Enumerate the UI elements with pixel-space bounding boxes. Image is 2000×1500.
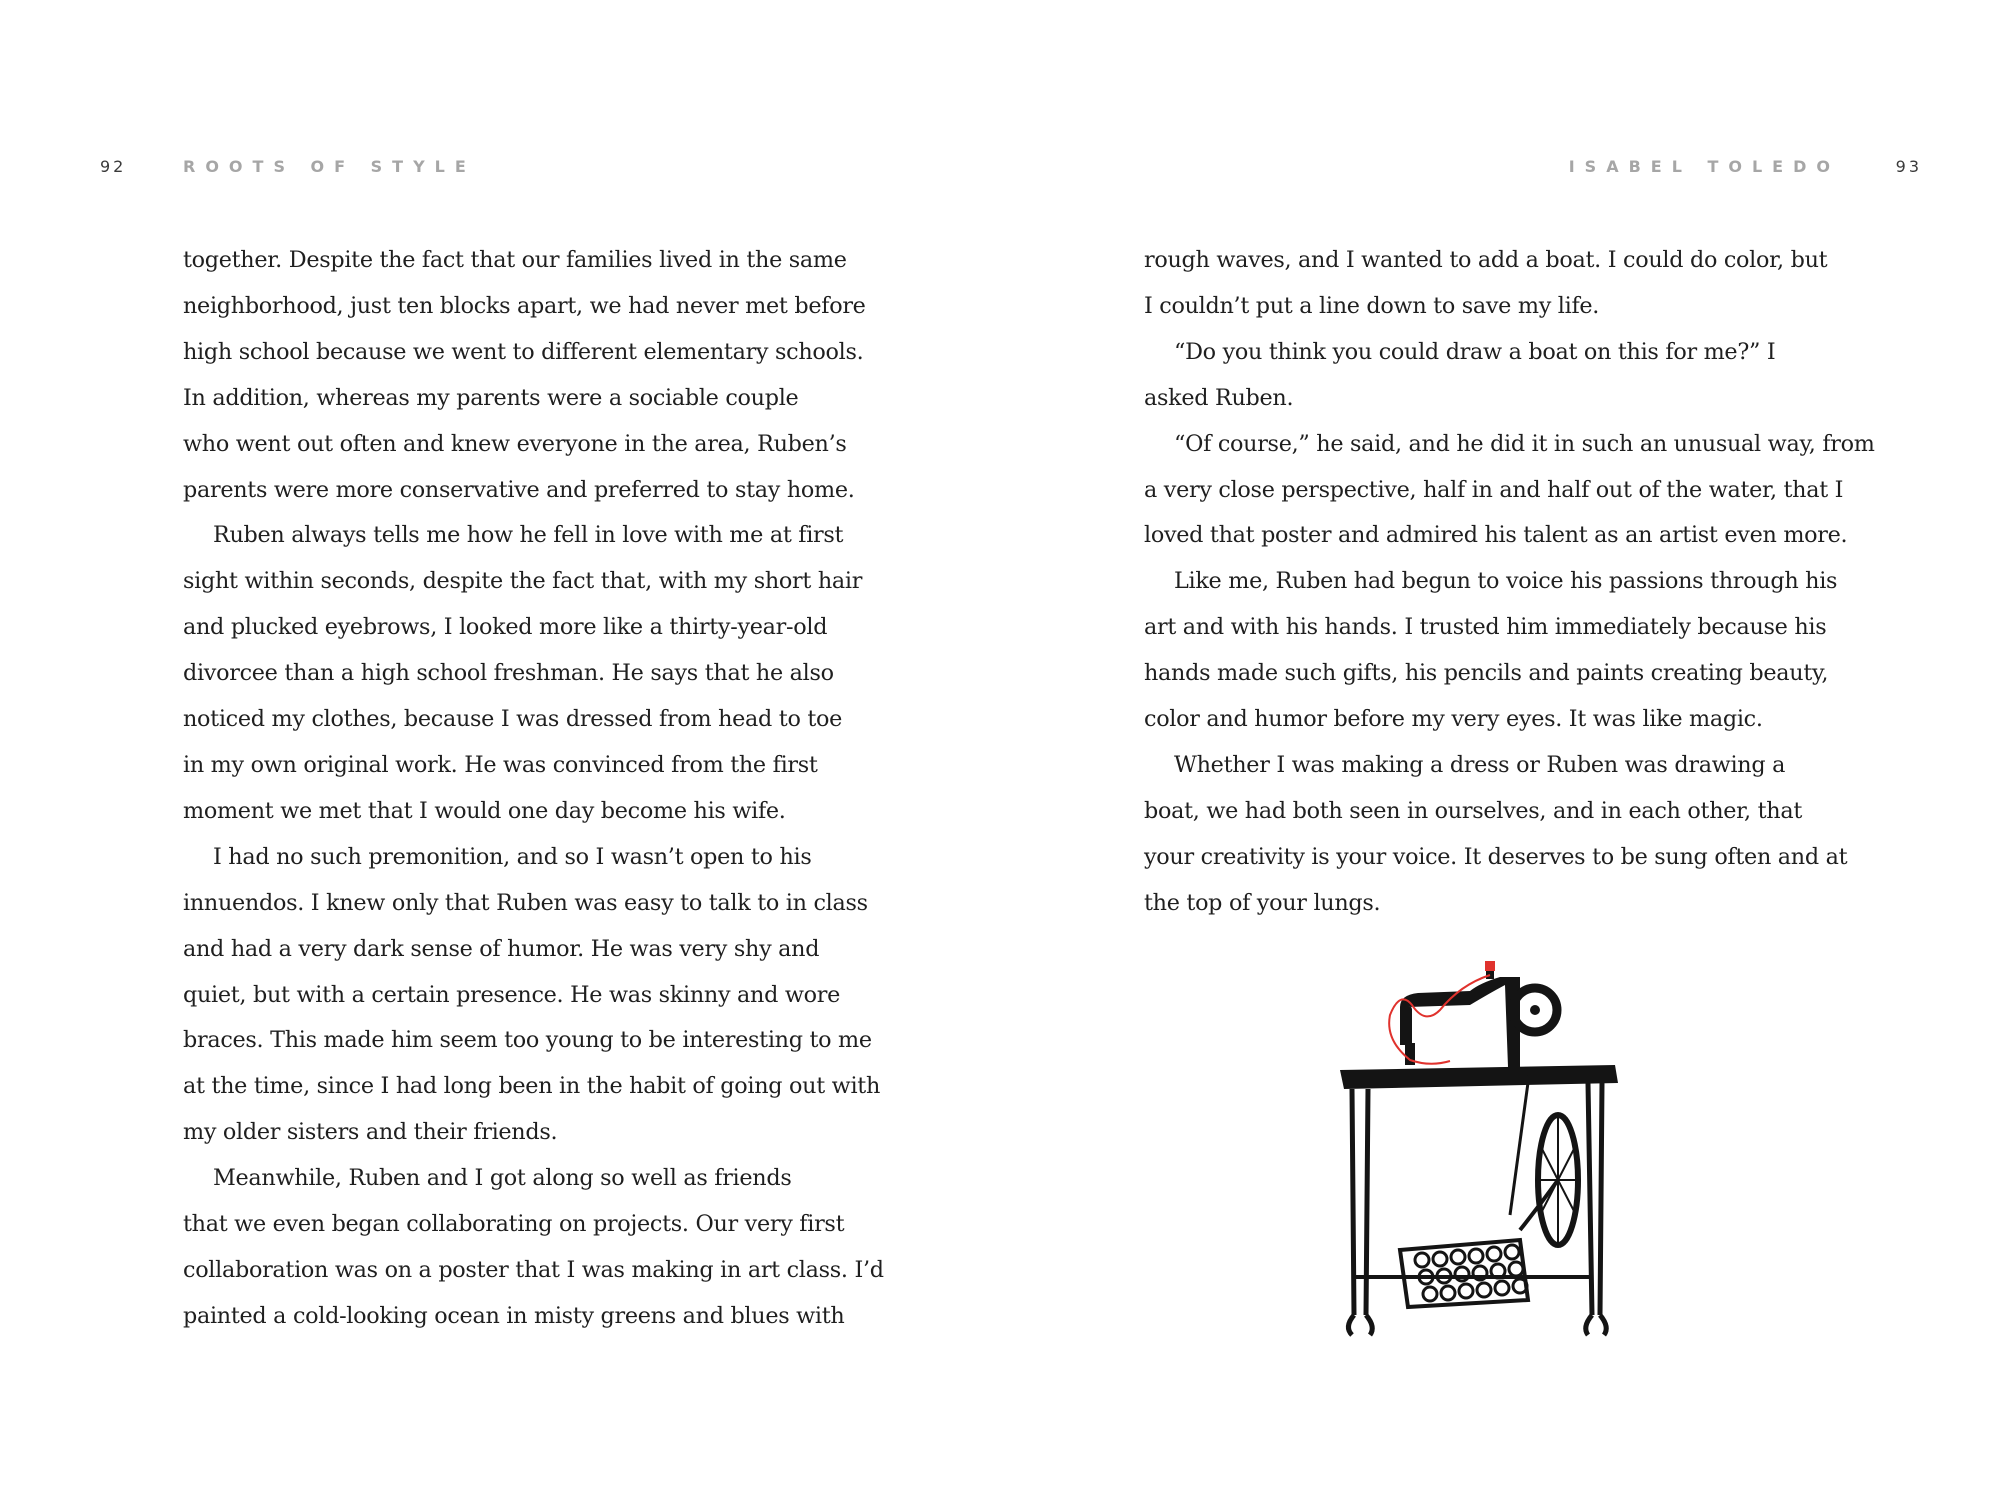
text-line: parents were more conservative and preferred to stay home. [183,476,855,503]
text-line: innuendos. I knew only that Ruben was easy to talk to in class [183,889,868,916]
text-line: painted a cold-looking ocean in misty greens and blues with [183,1302,845,1329]
text-line: “Of course,” he said, and he did it in such an unusual way, from [1174,430,1875,457]
text-line: hands made such gifts, his pencils and paints creating beauty, [1144,660,1829,687]
text-line: moment we met that I would one day become his wife. [183,797,786,824]
text-line: Meanwhile, Ruben and I got along so well as friends [213,1165,792,1192]
text-line: boat, we had both seen in ourselves, and in each other, that [1144,797,1803,824]
left-page-body [183,238,903,1340]
text-line: your creativity is your voice. It deserves to be sung often and at [1144,843,1848,870]
text-line: my older sisters and their friends. [183,1119,558,1146]
text-line: braces. This made him seem too young to be interesting to me [183,1027,872,1054]
text-line: art and with his hands. I trusted him immediately because his [1144,614,1827,641]
text-line: neighborhood, just ten blocks apart, we had never met before [183,292,866,319]
text-line: In addition, whereas my parents were a sociable couple [183,384,799,411]
text-line: loved that poster and admired his talent as an artist even more. [1144,522,1848,549]
text-line: sight within seconds, despite the fact that, with my short hair [183,568,863,595]
text-line: color and humor before my very eyes. It was like magic. [1144,706,1763,733]
text-line: together. Despite the fact that our families lived in the same [183,247,847,273]
text-line: who went out often and knew everyone in the area, Ruben’s [183,430,847,457]
text-line: noticed my clothes, because I was dressed from head to toe [183,706,843,733]
text-line: that we even began collaborating on projects. Our very first [183,1211,845,1238]
text-line: and had a very dark sense of humor. He was very shy and [183,935,820,962]
text-line: and plucked eyebrows, I looked more like a thirty-year-old [183,614,828,641]
text-line: Whether I was making a dress or Ruben was drawing a [1174,751,1786,778]
text-line: I couldn’t put a line down to save my life. [1144,292,1600,319]
text-line: “Do you think you could draw a boat on this for me?” I [1174,338,1776,365]
sewing-machine-icon [1330,955,1630,1345]
text-line: I had no such premonition, and so I wasn’t open to his [213,843,812,870]
text-line: quiet, but with a certain presence. He was skinny and wore [183,981,841,1008]
text-line: asked Ruben. [1144,384,1294,411]
text-line: collaboration was on a poster that I was making in art class. I’d [183,1256,884,1283]
text-line: divorcee than a high school freshman. He says that he also [183,660,834,687]
text-line: high school because we went to different elementary schools. [183,338,864,365]
right-running-title: ISABEL TOLEDO [1568,157,1840,176]
left-running-title: ROOTS OF STYLE [183,157,476,176]
text-line: the top of your lungs. [1144,889,1381,916]
text-line: Ruben always tells me how he fell in love with me at first [213,522,844,549]
text-line: in my own original work. He was convinced from the first [183,751,818,778]
text-line: Like me, Ruben had begun to voice his passions through his [1174,568,1838,595]
text-line: at the time, since I had long been in the habit of going out with [183,1073,881,1100]
right-page-body [1144,238,1875,927]
left-page-number: 92 [100,157,127,176]
text-line: rough waves, and I wanted to add a boat. I could do color, but [1144,247,1828,273]
text-line: a very close perspective, half in and half out of the water, that I [1144,476,1844,503]
right-page-number: 93 [1895,157,1922,176]
